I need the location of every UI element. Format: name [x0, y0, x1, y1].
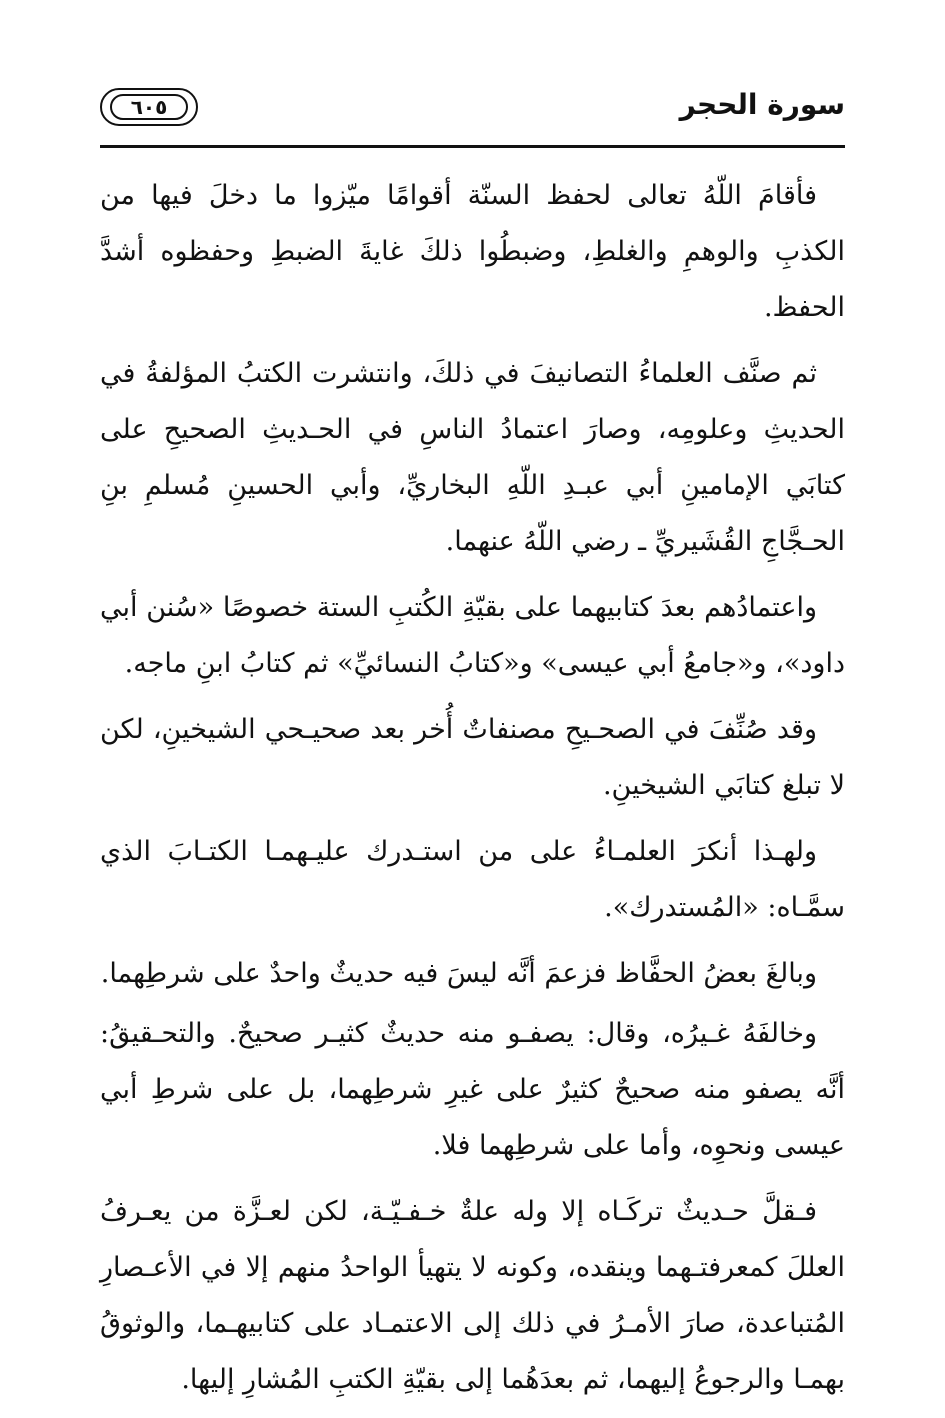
paragraph-8: فـقلَّ حـديثٌ تركَـاه إلا وله علةٌ خـفـيّـة، لكن لعـزَّة من يعـرفُ العللَ كمعرفتـهما وينقده، وكونه لا يتهيأ الواحدُ منهم إلا في الأعـصارِ المُتباعدة، صارَ الأمـرُ في ذلك إلى الاعتمـاد على كتابيهـما، والوثوقُ بهمـا والرجوعُ إليهما، ثم بعدَهُما إلى بقيّةِ الكتبِ المُشارِ إليها.	[100, 1196, 845, 1395]
paragraph-6: وبالغَ بعضُ الحفَّاظ فزعمَ أنَّه ليسَ فيه حديثٌ واحدٌ على شرطِهما.	[100, 958, 817, 989]
paragraph-5: ولهـذا أنكرَ العلمـاءُ على من استـدرك عليـهمـا الكتـابَ الذي سمَّـاه: «المُستدرك».	[100, 836, 845, 923]
page-body	[100, 168, 845, 1418]
page-header	[100, 82, 845, 138]
paragraph-7: وخالفَهُ غـيرُه، وقال: يصفـو منه حديثٌ كثيـر صحيحٌ. والتحـقيقُ: أنَّه يصفو منه صحيحٌ كثيرٌ على غيرِ شرطِهما، بل على شرطِ أبي عيسى ونحوِه، وأما على شرطِهما فلا.	[100, 1018, 845, 1161]
surah-title: سورة الحجر	[679, 88, 845, 121]
paragraph-1: فأقامَ اللّهُ تعالى لحفظ السنّة أقوامًا ميّزوا ما دخلَ فيها من الكذبِ والوهمِ والغلطِ، وضبطُوا ذلكَ غايةَ الضبطِ وحفظوه أشدَّ الحفظ.	[100, 180, 845, 323]
paragraph-2: ثم صنَّف العلماءُ التصانيفَ في ذلكَ، وانتشرت الكتبُ المؤلفةُ في الحديثِ وعلومِه، وصارَ اعتمادُ الناسِ في الحـديثِ الصحيحِ على كتابَي الإمامينِ أبي عبـدِ اللّهِ البخاريِّ، وأبي الحسينِ مُسلمِ بنِ الحـجَّاجِ القُشَيريِّ ـ رضي اللّهُ عنهما.	[100, 358, 845, 557]
page-number-badge	[100, 88, 198, 126]
page-number: ٦٠٥	[110, 94, 188, 120]
paragraph-3: واعتمادُهم بعدَ كتابيهما على بقيّةِ الكُتبِ الستة خصوصًا «سُنن أبي داود»، و«جامعُ أبي عيسى» و«كتابُ النسائيِّ» ثم كتابُ ابنِ ماجه.	[100, 592, 845, 679]
paragraph-4: وقد صُنِّفَ في الصحـيحِ مصنفاتٌ أُخر بعد صحيـحي الشيخينِ، لكن لا تبلغ كتابَي الشيخينِ.	[100, 714, 845, 801]
header-divider	[100, 145, 845, 148]
